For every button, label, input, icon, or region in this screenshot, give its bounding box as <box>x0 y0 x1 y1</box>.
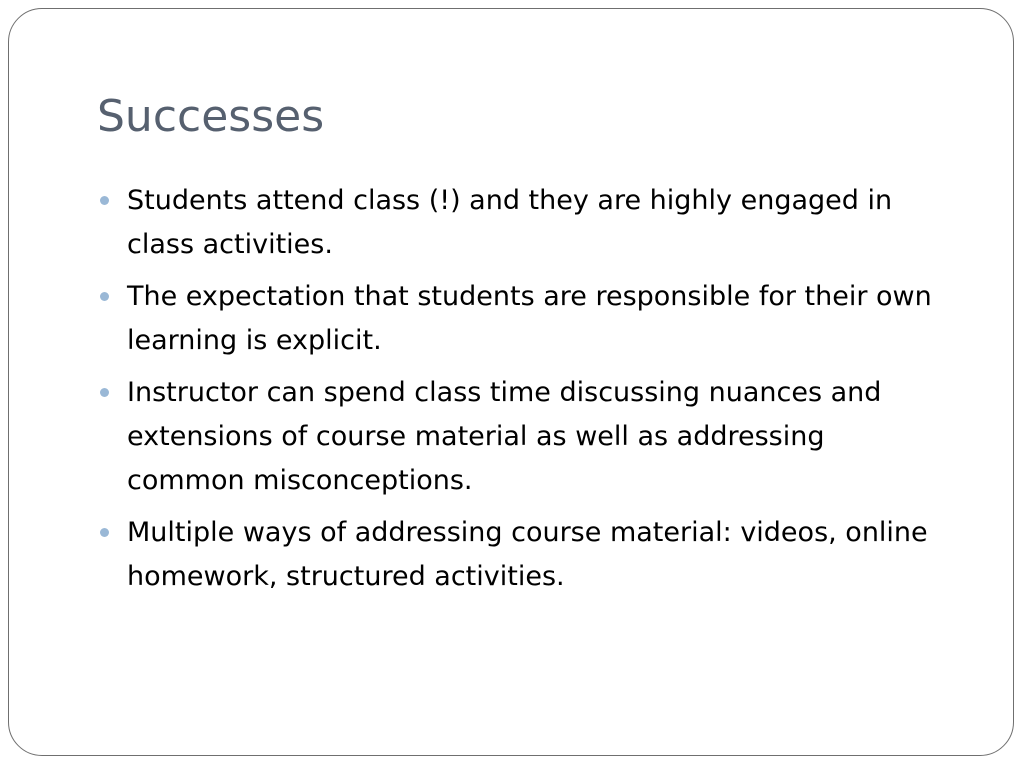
slide-frame <box>8 8 1014 756</box>
bullet-dot-icon <box>100 528 109 537</box>
bullet-text: Instructor can spend class time discussing nuances and extensions of course material as well as addressing common misconceptions. <box>127 377 882 496</box>
bullet-text: The expectation that students are responsible for their own learning is explicit. <box>127 281 932 356</box>
bullet-item <box>97 511 937 599</box>
bullet-item <box>97 371 937 503</box>
bullet-dot-icon <box>100 388 109 397</box>
bullet-text: Multiple ways of addressing course material: videos, online homework, structured activities. <box>127 517 928 592</box>
bullet-list <box>97 179 937 607</box>
bullet-item <box>97 179 937 267</box>
slide-title: Successes <box>97 91 325 142</box>
bullet-item <box>97 275 937 363</box>
bullet-text: Students attend class (!) and they are highly engaged in class activities. <box>127 185 893 260</box>
bullet-dot-icon <box>100 292 109 301</box>
bullet-dot-icon <box>100 196 109 205</box>
